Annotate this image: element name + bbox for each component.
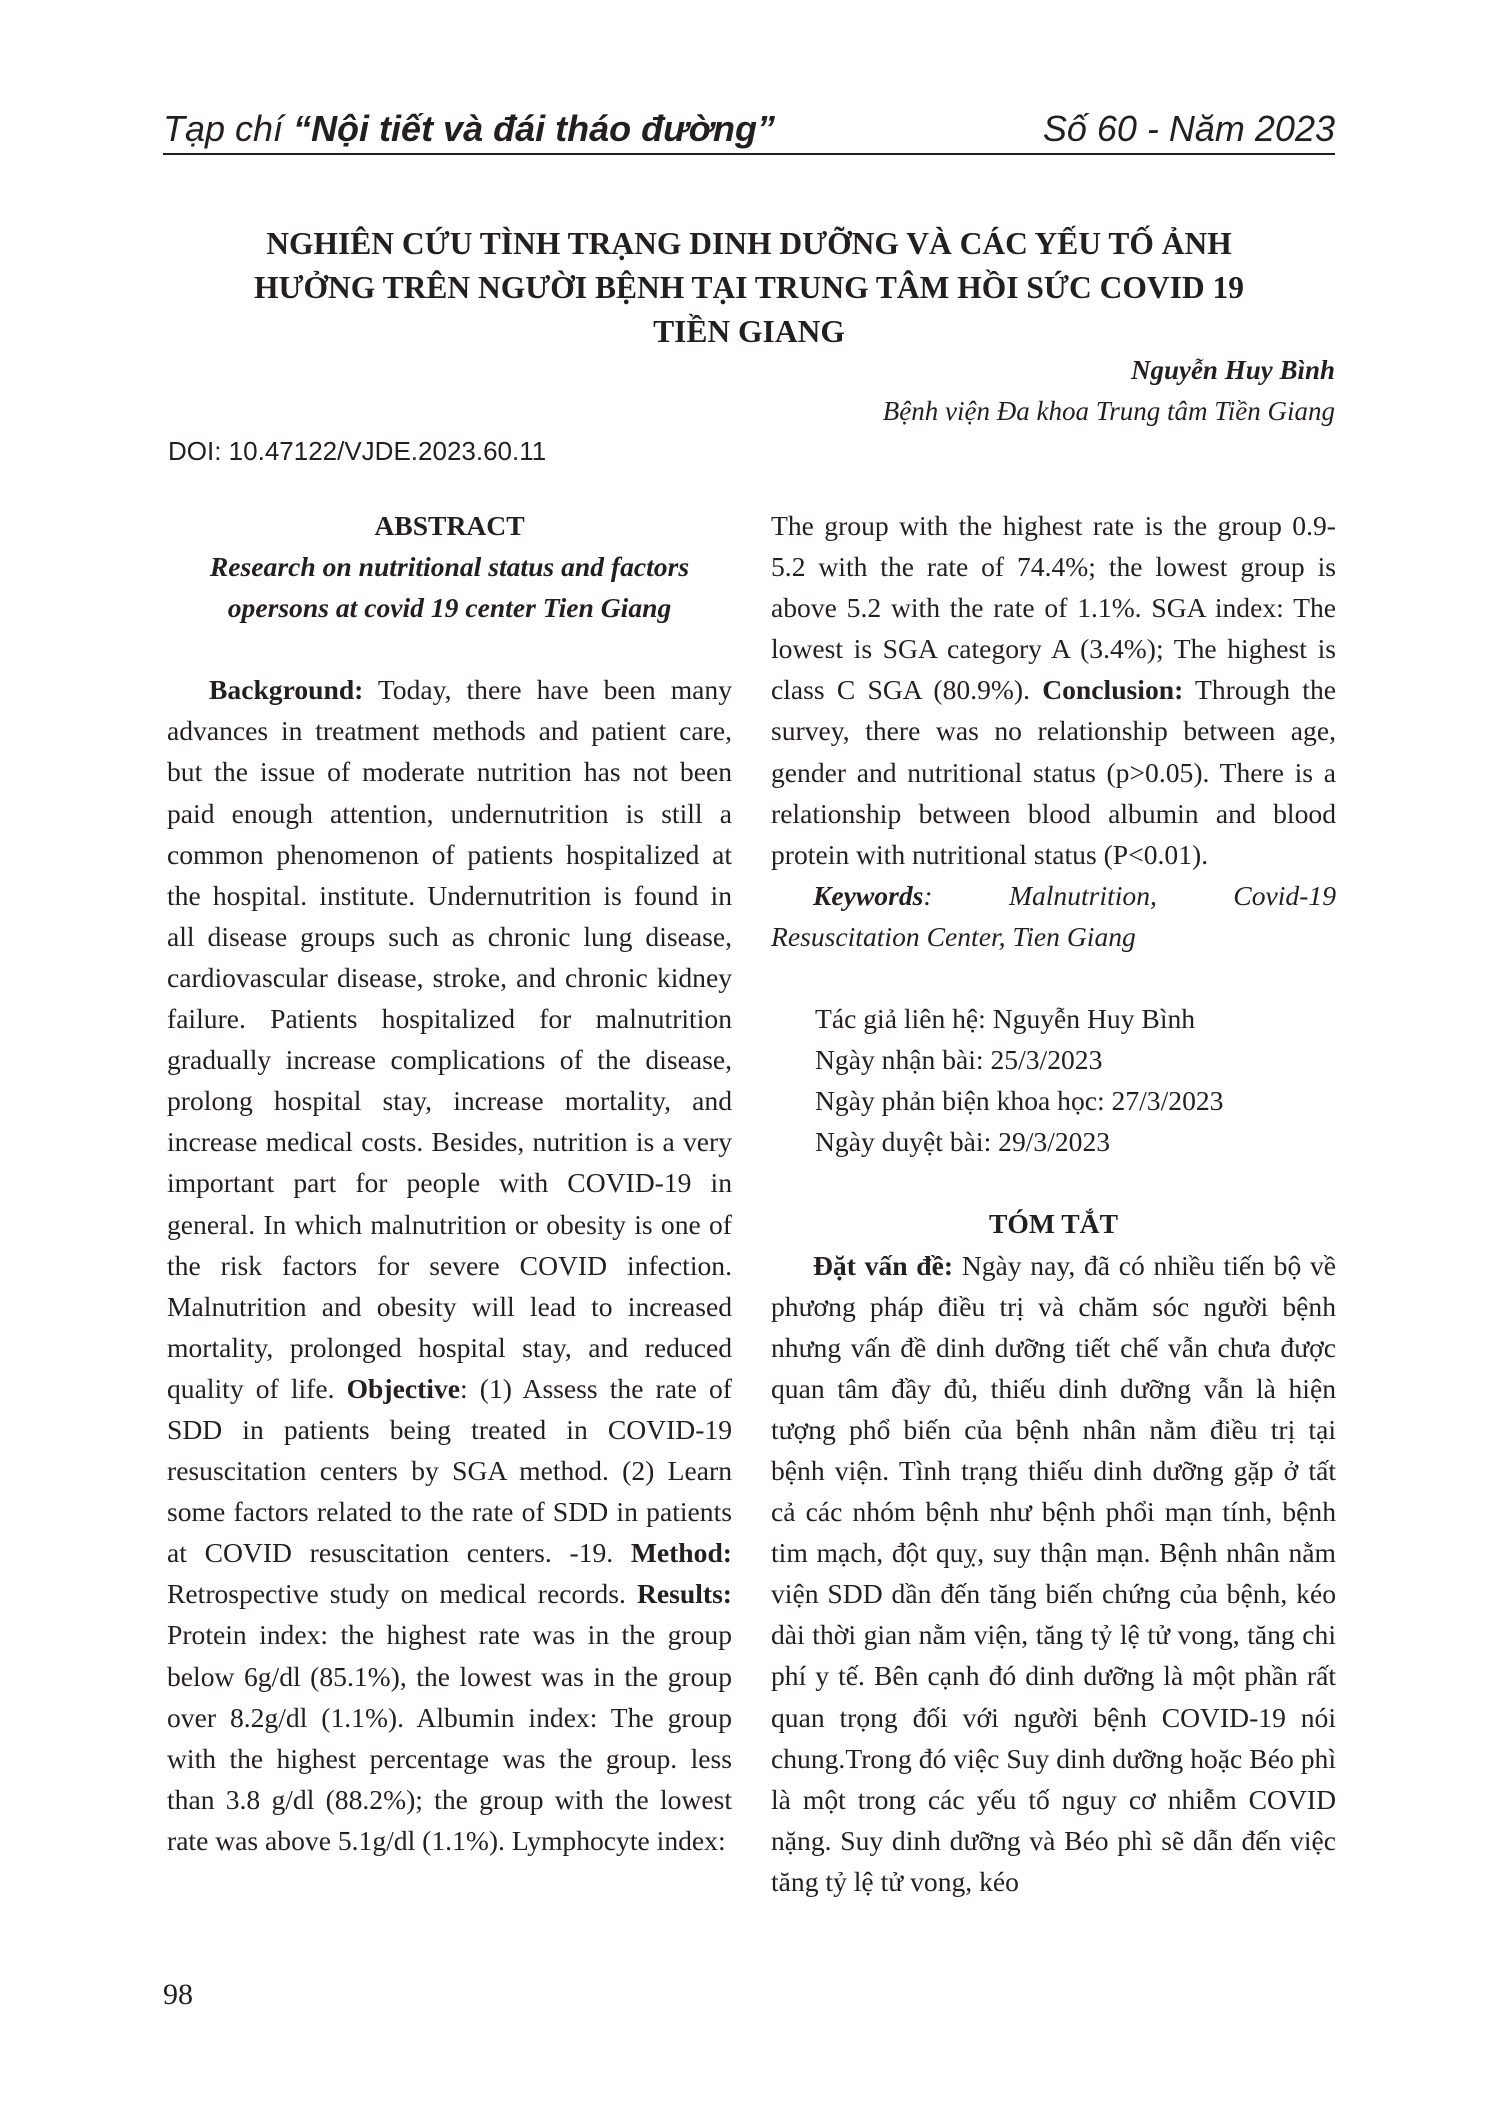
header-divider (163, 153, 1335, 155)
running-header (163, 98, 1335, 150)
issue-label: Số 60 - Năm 2023 (1042, 108, 1335, 149)
article-title (163, 222, 1335, 354)
journal-name: “Nội tiết và đái tháo đường” (293, 108, 775, 149)
results-text: Protein index: the highest rate was in the group below 6g/dl (85.1%), the lowest was in the group over 8.2g/dl (1.1%). Albumin index: The group with the highest percentage was the group. less than 3.8 g/dl (88.2%); the group with the lowest rate was above 5.1g/dl (1.1%). Lymphocyte index: (167, 1619, 732, 1856)
right-column (771, 505, 1336, 1902)
author-name: Nguyễn Huy Bình (1130, 355, 1335, 385)
review-date: Ngày phản biện khoa học: 27/3/2023 (815, 1085, 1224, 1117)
background-text: Today, there have been many advances in treatment methods and patient care, but the issue of moderate nutrition has not been paid enough attention, undernutrition is still a common phenomenon of patients hospitalized at the hospital. institute. Undernutrition is found in all disease groups such as chronic lung disease, cardiovascular disease, stroke, and chronic kidney failure. Patients hospitalized for malnutrition gradually increase complications of the disease, prolong hospital stay, increase mortality, and increase medical costs. Besides, nutrition is a very important part for people with COVID-19 in general. In which malnutrition or obesity is one of the risk factors for severe COVID infection. Malnutrition and obesity will lead to increased mortality, prolonged hospital stay, and reduced quality of life. (167, 674, 732, 1404)
author-affiliation: Bệnh viện Đa khoa Trung tâm Tiền Giang (882, 396, 1335, 426)
journal-title (163, 108, 775, 150)
doi: DOI: 10.47122/VJDE.2023.60.11 (168, 436, 547, 466)
title-line-2: HƯỞNG TRÊN NGƯỜI BỆNH TẠI TRUNG TÂM HỒI SỨC COVID 19 (253, 270, 1245, 305)
approval-date: Ngày duyệt bài: 29/3/2023 (815, 1126, 1111, 1158)
method-label: Method: (630, 1537, 732, 1569)
spacer (771, 957, 1336, 998)
conclusion-text: Through the survey, there was no relationship between age, gender and nutritional status (p>0.05). There is a relationship between blood albumin and blood protein with nutritional status (P<0.01). (771, 674, 1336, 870)
spacer (167, 628, 732, 669)
background-label: Background: (209, 674, 364, 706)
contact-author: Tác giả liên hệ: Nguyễn Huy Bình (815, 1003, 1196, 1035)
title-line-3: TIỀN GIANG (653, 314, 845, 349)
abstract-subtitle-line-1: Research on nutritional status and factors (209, 551, 690, 583)
spacer (771, 1162, 1336, 1203)
results-label: Results: (636, 1578, 732, 1610)
intro-label: Đặt vấn đề: (813, 1249, 954, 1281)
objective-text: : (1) Assess the rate of SDD in patients being treated in COVID-19 resuscitation centers by SGA method. (2) Learn some factors related to the rate of SDD in patients at COVID resuscitation centers. -19. (167, 1372, 732, 1569)
results-continued: The group with the highest rate is the group 0.9-5.2 with the rate of 74.4%; the lowest group is above 5.2 with the rate of 1.1%. SGA index: The lowest is SGA category A (3.4%); The highest is class C SGA (80.9%). (771, 510, 1336, 706)
page-number: 98 (163, 1978, 193, 2011)
conclusion-label: Conclusion: (1042, 674, 1184, 706)
keywords-text: : Malnutrition, Covid-19 Resuscitation Center, Tien Giang (771, 879, 1336, 952)
abstract-body (167, 669, 732, 1861)
abstract-heading: ABSTRACT (374, 510, 525, 541)
keywords-label: Keywords (813, 879, 924, 911)
objective-label: Objective (346, 1372, 460, 1404)
method-text: Retrospective study on medical records. (167, 1578, 637, 1610)
abstract-subtitle-line-2: opersons at covid 19 center Tien Giang (227, 592, 672, 624)
summary-heading: TÓM TẮT (988, 1208, 1119, 1240)
intro-text: Ngày nay, đã có nhiều tiến bộ về phương pháp điều trị và chăm sóc người bệnh nhưng vấn đề dinh dưỡng tiết chế vẫn chưa được quan tâm đầy đủ, thiếu dinh dưỡng vẫn là hiện tượng phổ biến của bệnh nhân nằm điều trị tại bệnh viện. Tình trạng thiếu dinh dưỡng gặp ở tất cả các nhóm bệnh như bệnh phổi mạn tính, bệnh tim mạch, đột quỵ, suy thận mạn. Bệnh nhân nằm viện SDD dần đến tăng biến chứng của bệnh, kéo dài thời gian nằm viện, tăng tỷ lệ tử vong, tăng chi phí y tế. Bên cạnh đó dinh dưỡng là một phần rất quan trọng đối với người bệnh COVID-19 nói chung.Trong đó việc Suy dinh dưỡng hoặc Béo phì là một trong các yếu tố nguy cơ nhiễm COVID nặng. Suy dinh dưỡng và Béo phì sẽ dẫn đến việc tăng tỷ lệ tử vong, kéo (771, 1249, 1337, 1897)
left-column (167, 505, 732, 1861)
keywords (771, 875, 1336, 957)
received-date: Ngày nhận bài: 25/3/2023 (815, 1044, 1103, 1076)
abstract-body-continued (771, 505, 1336, 875)
title-line-1: NGHIÊN CỨU TÌNH TRẠNG DINH DƯỠNG VÀ CÁC YẾU TỐ ẢNH (266, 226, 1232, 261)
journal-prefix: Tạp chí (163, 108, 294, 149)
summary-body (771, 1245, 1336, 1903)
